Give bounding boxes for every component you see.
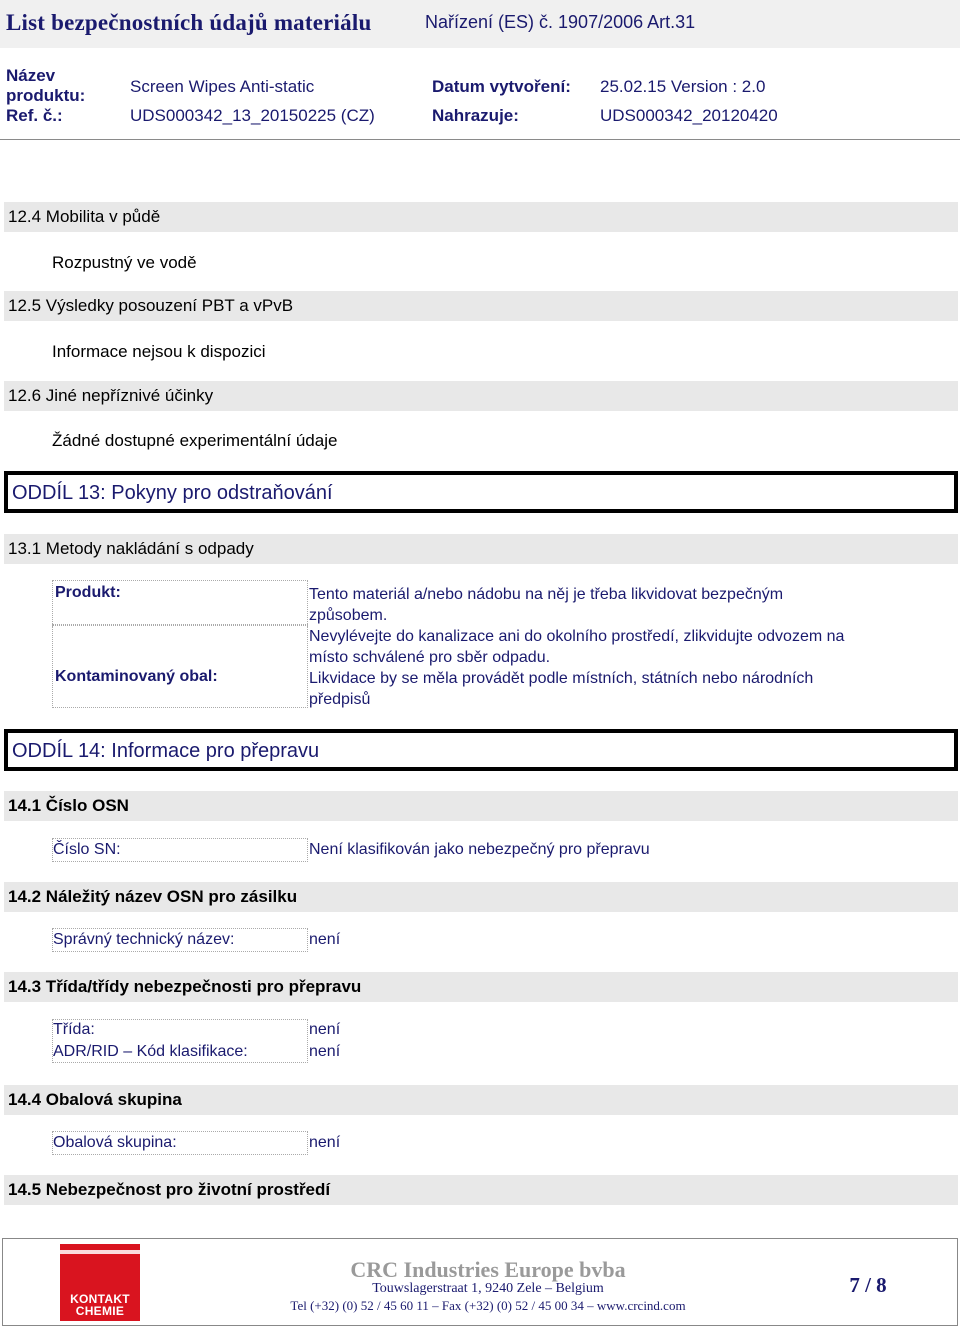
section-14-box xyxy=(4,729,958,771)
disposal-line-6: předpisů xyxy=(309,691,371,708)
soil-mobility-text: Rozpustný ve vodě xyxy=(52,253,197,272)
logo-text-line1: KONTAKT xyxy=(70,1292,130,1306)
subsection-14-5 xyxy=(4,1175,958,1205)
contaminated-packaging-label: Kontaminovaný obal: xyxy=(55,668,218,685)
hazard-class-value: není xyxy=(309,1021,341,1038)
ref-label: Ref. č.: xyxy=(6,106,63,125)
packing-group-value: není xyxy=(309,1134,341,1151)
disposal-line-3: Nevylévejte do kanalizace ani do okolního prostředí, zlikvidujte odvozem na xyxy=(309,628,845,645)
subsection-heading: 12.4 Mobilita v půdě xyxy=(8,207,161,226)
technical-name-value: není xyxy=(309,931,341,948)
product-label-line2: produktu: xyxy=(6,86,86,105)
disposal-instructions xyxy=(309,584,949,710)
subsection-12-4 xyxy=(4,202,958,232)
adr-code-value: není xyxy=(309,1043,341,1060)
ref-value: UDS000342_13_20150225 (CZ) xyxy=(130,106,375,125)
created-value: 25.02.15 Version : 2.0 xyxy=(600,77,766,96)
disposal-line-1: Tento materiál a/nebo nádobu na něj je třeba likvidovat bezpečným xyxy=(309,586,784,603)
subsection-heading: 14.5 Nebezpečnost pro životní prostředí xyxy=(8,1180,331,1199)
subsection-heading: 13.1 Metody nakládání s odpady xyxy=(8,539,254,558)
subsection-13-1 xyxy=(4,534,958,564)
un-number-value: Není klasifikován jako nebezpečný pro přepravu xyxy=(309,841,650,858)
hazard-class-label: Třída: xyxy=(53,1021,95,1038)
packing-group-label: Obalová skupina: xyxy=(53,1134,177,1151)
subsection-12-6 xyxy=(4,381,958,411)
document-title: List bezpečnostních údajů materiálu xyxy=(6,10,372,35)
disposal-line-5: Likvidace by se měla provádět podle místních, státních nebo národních xyxy=(309,670,814,687)
disposal-label-divider xyxy=(52,624,308,626)
logo-text-line2: CHEMIE xyxy=(75,1304,125,1318)
logo-stripe xyxy=(60,1250,140,1254)
kontakt-chemie-logo xyxy=(60,1244,140,1321)
technical-name-label: Správný technický název: xyxy=(53,931,235,948)
company-contact: Tel (+32) (0) 52 / 45 60 11 – Fax (+32) (0) 52 / 45 00 34 – www.crcind.com xyxy=(290,1298,686,1313)
subsection-heading: 12.5 Výsledky posouzení PBT a vPvB xyxy=(8,296,294,315)
subsection-heading: 14.3 Třída/třídy nebezpečnosti pro přepravu xyxy=(8,977,362,996)
header-divider xyxy=(0,139,960,140)
product-name: Screen Wipes Anti-static xyxy=(130,77,315,96)
subsection-14-2 xyxy=(4,882,958,912)
company-name: CRC Industries Europe bvba xyxy=(350,1257,626,1282)
product-disposal-label: Produkt: xyxy=(55,584,121,601)
adr-code-label: ADR/RID – Kód klasifikace: xyxy=(53,1043,248,1060)
subsection-heading: 14.2 Náležitý název OSN pro zásilku xyxy=(8,887,298,906)
section-title: ODDÍL 14: Informace pro přepravu xyxy=(12,740,320,762)
page-number: 7 / 8 xyxy=(849,1273,887,1297)
regulation-reference: Nařízení (ES) č. 1907/2006 Art.31 xyxy=(425,12,696,32)
subsection-14-4 xyxy=(4,1085,958,1115)
subsection-heading: 14.1 Číslo OSN xyxy=(8,796,129,815)
subsection-heading: 14.4 Obalová skupina xyxy=(8,1090,182,1109)
subsection-14-3 xyxy=(4,972,958,1002)
created-label: Datum vytvoření: xyxy=(432,77,571,96)
company-address: Touwslagerstraat 1, 9240 Zele – Belgium xyxy=(372,1281,604,1296)
pbt-text: Informace nejsou k dispozici xyxy=(52,342,266,361)
section-13-box xyxy=(4,471,958,513)
disposal-line-2: způsobem. xyxy=(309,607,388,624)
subsection-12-5 xyxy=(4,291,958,321)
section-title: ODDÍL 13: Pokyny pro odstraňování xyxy=(12,482,333,504)
document-footer xyxy=(2,1238,958,1326)
subsection-14-1 xyxy=(4,791,958,821)
other-effects-text: Žádné dostupné experimentální údaje xyxy=(52,431,338,450)
disposal-line-4: místo schválené pro sběr odpadu. xyxy=(309,649,551,666)
product-label-line1: Název xyxy=(6,66,56,85)
subsection-heading: 12.6 Jiné nepříznivé účinky xyxy=(8,386,214,405)
replaces-value: UDS000342_20120420 xyxy=(600,106,778,125)
document-header xyxy=(0,0,960,140)
header-info xyxy=(0,48,960,140)
replaces-label: Nahrazuje: xyxy=(432,106,519,125)
un-number-label: Číslo SN: xyxy=(53,841,121,858)
header-title-band xyxy=(0,0,960,48)
